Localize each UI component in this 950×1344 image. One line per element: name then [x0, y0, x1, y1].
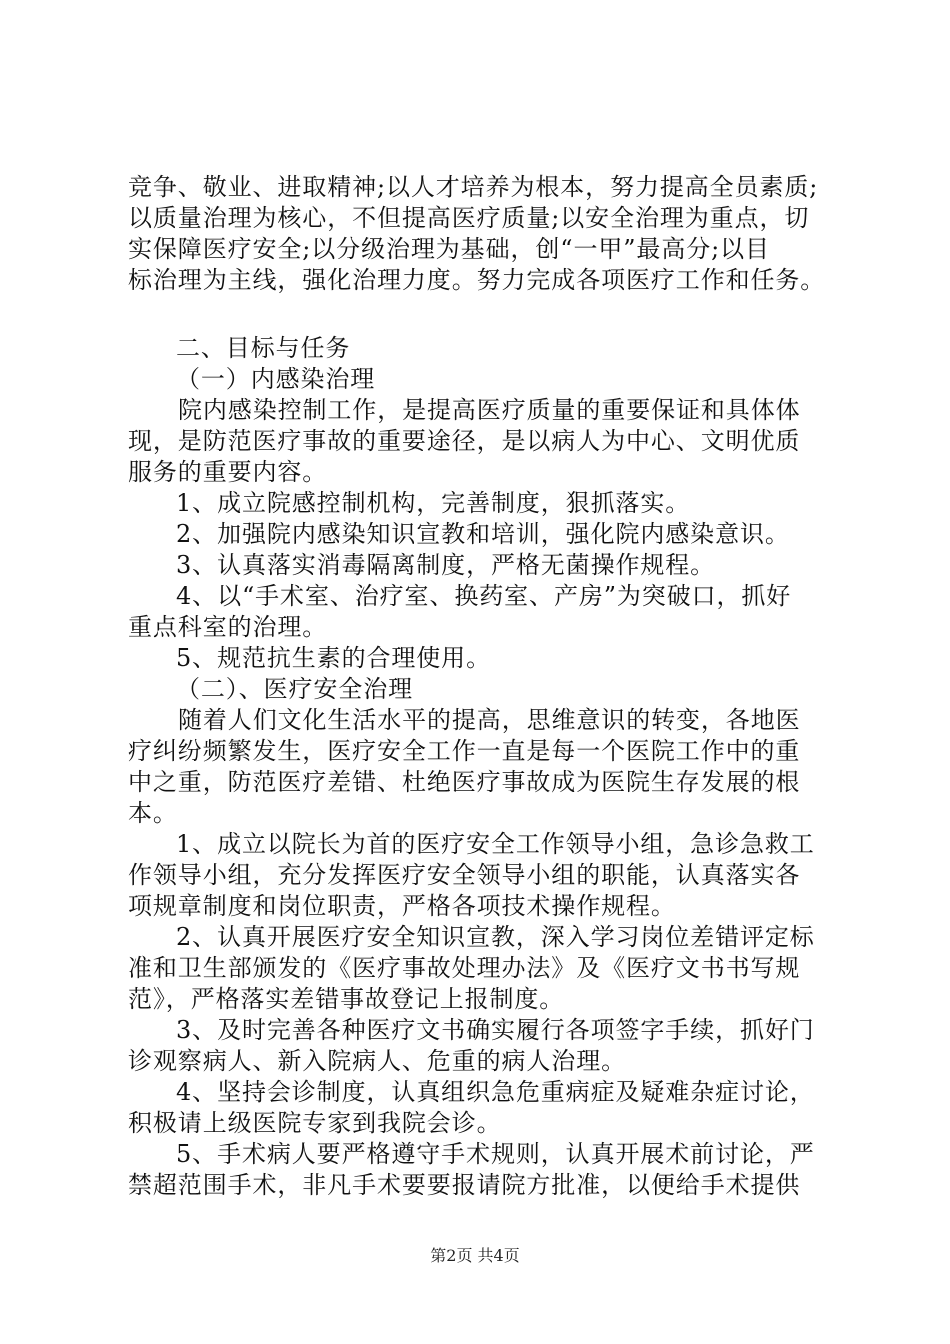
paragraph-line: 疗纠纷频繁发生，医疗安全工作一直是每一个医院工作中的重 — [128, 737, 801, 765]
paragraph-line: 诊观察病人、新入院病人、危重的病人治理。 — [128, 1047, 626, 1075]
paragraph-line: 服务的重要内容。 — [128, 458, 328, 486]
list-item: 1、成立以院长为首的医疗安全工作领导小组，急诊急救工 — [176, 830, 815, 858]
paragraph-line: 现，是防范医疗事故的重要途径，是以病人为中心、文明优质 — [128, 427, 801, 455]
list-item: 4、坚持会诊制度，认真组织急危重病症及疑难杂症讨论， — [176, 1078, 815, 1106]
paragraph-line: 随着人们文化生活水平的提高，思维意识的转变，各地医 — [178, 706, 801, 734]
paragraph-line: 准和卫生部颁发的《医疗事故处理办法》及《医疗文书书写规 — [128, 954, 801, 982]
list-item: 2、认真开展医疗安全知识宣教，深入学习岗位差错评定标 — [176, 923, 815, 951]
list-item: 3、认真落实消毒隔离制度，严格无菌操作规程。 — [176, 551, 716, 579]
page-number: 第2页 共4页 — [430, 1246, 520, 1265]
list-item: 1、成立院感控制机构，完善制度，狠抓落实。 — [176, 489, 691, 517]
paragraph-line: 重点科室的治理。 — [128, 613, 328, 641]
paragraph-line: 本。 — [128, 799, 178, 827]
section-heading: 二、目标与任务 — [176, 334, 351, 362]
paragraph-line: 实保障医疗安全;以分级治理为基础，创“一甲”最高分;以目 — [128, 235, 770, 263]
list-item: 4、以“手术室、治疗室、换药室、产房”为突破口，抓好 — [176, 582, 792, 610]
page-footer — [0, 1243, 950, 1266]
paragraph-line: 范》，严格落实差错事故登记上报制度。 — [128, 985, 565, 1013]
paragraph-line: 项规章制度和岗位职责，严格各项技术操作规程。 — [128, 892, 676, 920]
subsection-heading: （二）、医疗安全治理 — [176, 675, 413, 703]
list-item: 3、及时完善各种医疗文书确实履行各项签字手续，抓好门 — [176, 1016, 815, 1044]
paragraph-line: 中之重，防范医疗差错、杜绝医疗事故成为医院生存发展的根 — [128, 768, 801, 796]
paragraph-line: 竞争、敬业、进取精神;以人才培养为根本，努力提高全员素质; — [128, 173, 819, 201]
paragraph-line: 院内感染控制工作，是提高医疗质量的重要保证和具体体 — [178, 396, 801, 424]
paragraph-line: 以质量治理为核心，不但提高医疗质量;以安全治理为重点，切 — [128, 204, 810, 232]
subsection-heading: （一）内感染治理 — [176, 365, 376, 393]
paragraph-line: 标治理为主线，强化治理力度。努力完成各项医疗工作和任务。 — [128, 266, 826, 294]
list-item: 5、手术病人要严格遵守手术规则，认真开展术前讨论，严 — [176, 1140, 815, 1168]
paragraph-line: 禁超范围手术，非凡手术要要报请院方批准，以便给手术提供 — [128, 1171, 801, 1199]
list-item: 2、加强院内感染知识宣教和培训，强化院内感染意识。 — [176, 520, 790, 548]
paragraph-line: 作领导小组，充分发挥医疗安全领导小组的职能，认真落实各 — [128, 861, 801, 889]
paragraph-line: 积极请上级医院专家到我院会诊。 — [128, 1109, 502, 1137]
list-item: 5、规范抗生素的合理使用。 — [176, 644, 491, 672]
paragraph-gap — [128, 296, 858, 333]
document-body — [128, 172, 858, 1201]
